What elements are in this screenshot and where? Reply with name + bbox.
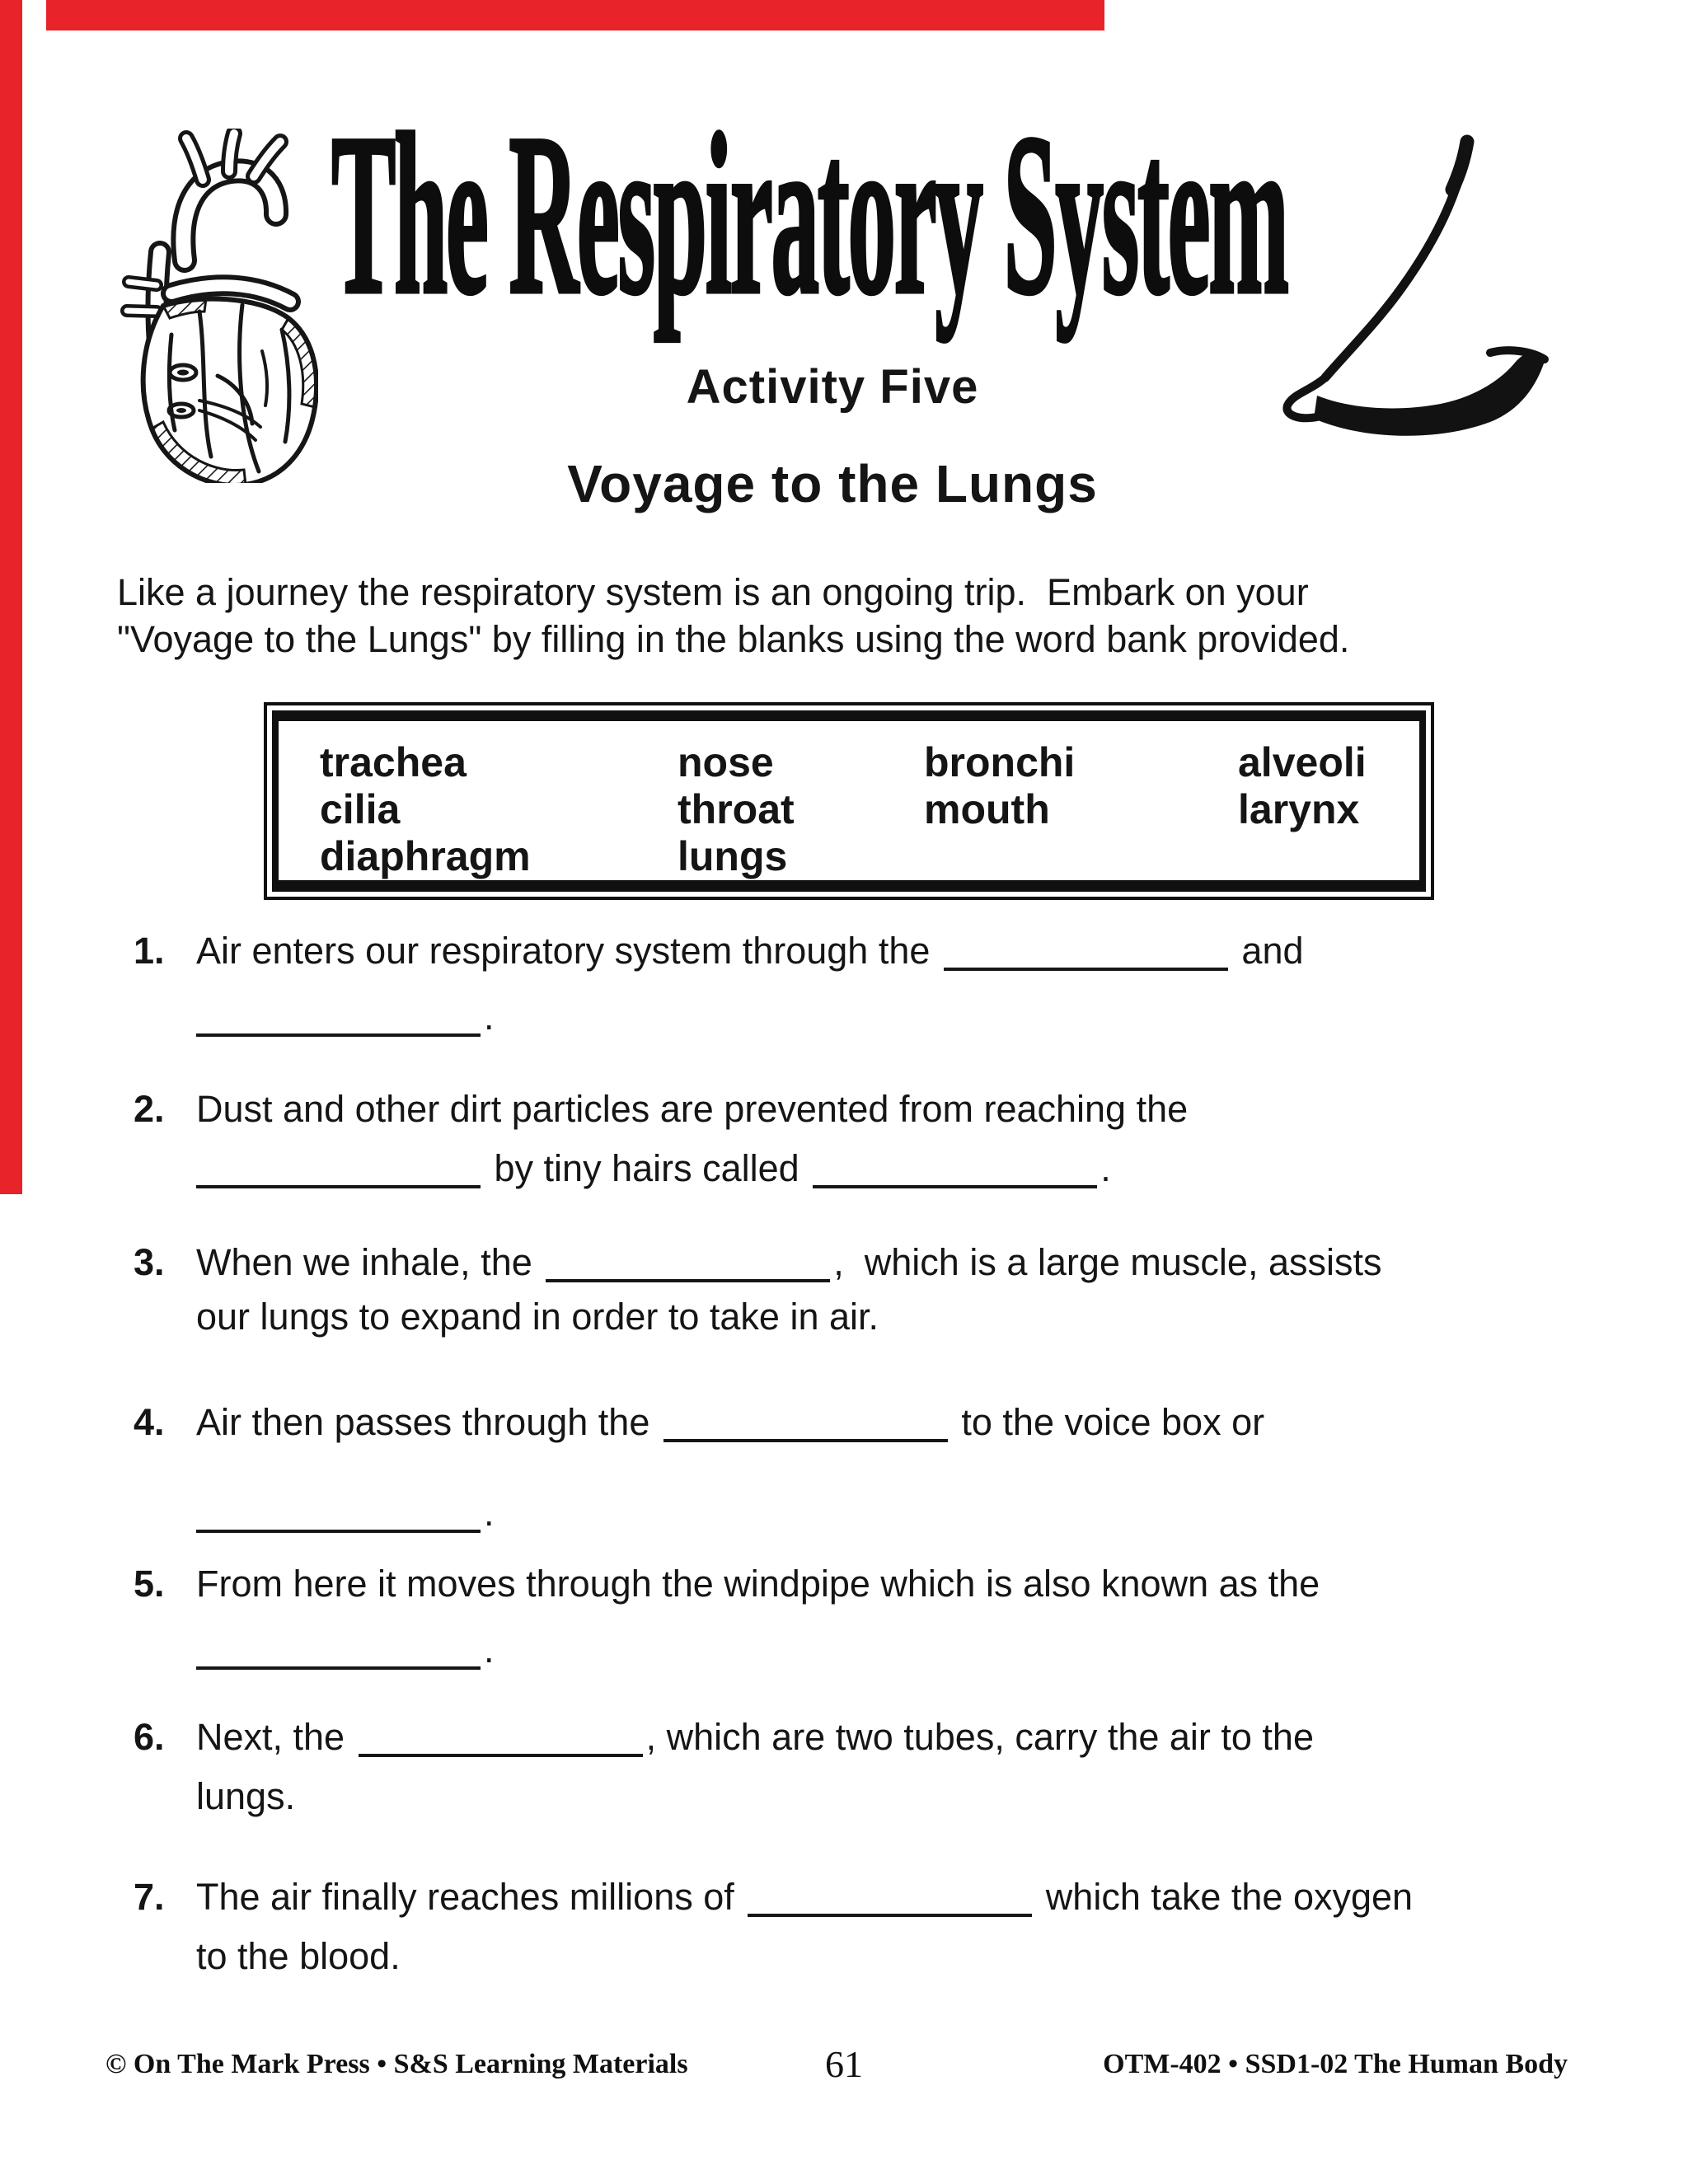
word-bank-word: mouth (924, 786, 1050, 832)
word-bank-word: cilia (320, 786, 401, 832)
question-3 (134, 1241, 1584, 1338)
question-7 (134, 1876, 1584, 1978)
word-bank-column-1 (320, 739, 678, 880)
question-text: , which are two tubes, carry the air to the (645, 1716, 1314, 1758)
activity-heading: Activity Five (686, 360, 979, 414)
word-bank-word: larynx (1238, 786, 1360, 832)
question-5 (134, 1563, 1584, 1671)
word-bank-column-4 (1238, 739, 1411, 880)
question-text: From here it moves through the windpipe which is also known as the (196, 1563, 1320, 1605)
question-text: to the blood. (196, 1935, 401, 1977)
answer-blank (944, 943, 1228, 971)
footer-product-code: OTM-402 • SSD1-02 The Human Body (1103, 2049, 1568, 2079)
question-text: our lungs to expand in order to take in air. (196, 1296, 879, 1338)
word-bank-word: alveoli (1238, 739, 1367, 785)
question-text: lungs. (196, 1775, 296, 1817)
question-number: 7. (134, 1876, 165, 1918)
subtitle-heading: Voyage to the Lungs (567, 454, 1098, 513)
scan-artifact-red-left (0, 0, 22, 1194)
question-number: 3. (134, 1241, 165, 1283)
answer-blank (813, 1160, 1097, 1188)
question-text: which take the oxygen (1045, 1876, 1414, 1918)
word-bank-word: throat (678, 786, 795, 832)
question-text: Air enters our respiratory system through the (196, 930, 931, 972)
question-text: Next, the (196, 1716, 345, 1758)
question-text: , which is a large muscle, assists (833, 1241, 1382, 1283)
answer-blank (196, 1505, 481, 1533)
footer-page-number: 61 (825, 2043, 863, 2085)
question-text: by tiny hairs called (494, 1147, 799, 1189)
intro-line-1: Like a journey the respiratory system is an ongoing trip. Embark on your (117, 571, 1309, 613)
question-text: . (1100, 1147, 1111, 1189)
heart-illustration (120, 129, 318, 487)
question-text: Dust and other dirt particles are prevented from reaching the (196, 1088, 1189, 1130)
word-bank-word: trachea (320, 739, 467, 785)
answer-blank (546, 1254, 830, 1282)
page-title: The Respiratory System (331, 86, 1287, 342)
question-4 (134, 1401, 1584, 1535)
footer-copyright: © On The Mark Press • S&S Learning Materials (106, 2049, 688, 2079)
question-number: 2. (134, 1088, 165, 1130)
question-number: 5. (134, 1563, 165, 1605)
word-bank-inner-border (272, 710, 1426, 892)
question-text: . (484, 996, 495, 1038)
word-bank-word: bronchi (924, 739, 1076, 785)
answer-blank (359, 1729, 643, 1757)
answer-blank (748, 1889, 1032, 1917)
word-bank-word: nose (678, 739, 774, 785)
question-text: to the voice box or (961, 1401, 1265, 1443)
answer-blank (196, 1642, 481, 1670)
question-text: . (484, 1629, 495, 1671)
question-1 (134, 930, 1584, 1038)
answer-blank (663, 1414, 948, 1442)
answer-blank (196, 1160, 481, 1188)
question-6 (134, 1716, 1584, 1818)
word-bank-word: diaphragm (320, 833, 531, 879)
question-2 (134, 1088, 1584, 1190)
question-text: When we inhale, the (196, 1241, 532, 1283)
question-text: The air finally reaches millions of (196, 1876, 734, 1918)
question-number: 6. (134, 1716, 165, 1758)
word-bank-column-2 (678, 739, 924, 880)
word-bank-grid (279, 721, 1419, 880)
question-text: and (1241, 930, 1304, 972)
scan-artifact-red-top (46, 0, 1104, 30)
question-text: . (484, 1492, 495, 1534)
intro-paragraph (117, 569, 1584, 663)
page-footer (0, 2042, 1688, 2092)
word-bank (264, 702, 1434, 900)
intro-line-2: "Voyage to the Lungs" by filling in the blanks using the word bank provided. (117, 618, 1350, 660)
question-number: 4. (134, 1401, 165, 1443)
question-number: 1. (134, 930, 165, 972)
answer-blank (196, 1009, 481, 1037)
word-bank-column-3 (924, 739, 1238, 880)
question-text: Air then passes through the (196, 1401, 650, 1443)
word-bank-word: lungs (678, 833, 788, 879)
